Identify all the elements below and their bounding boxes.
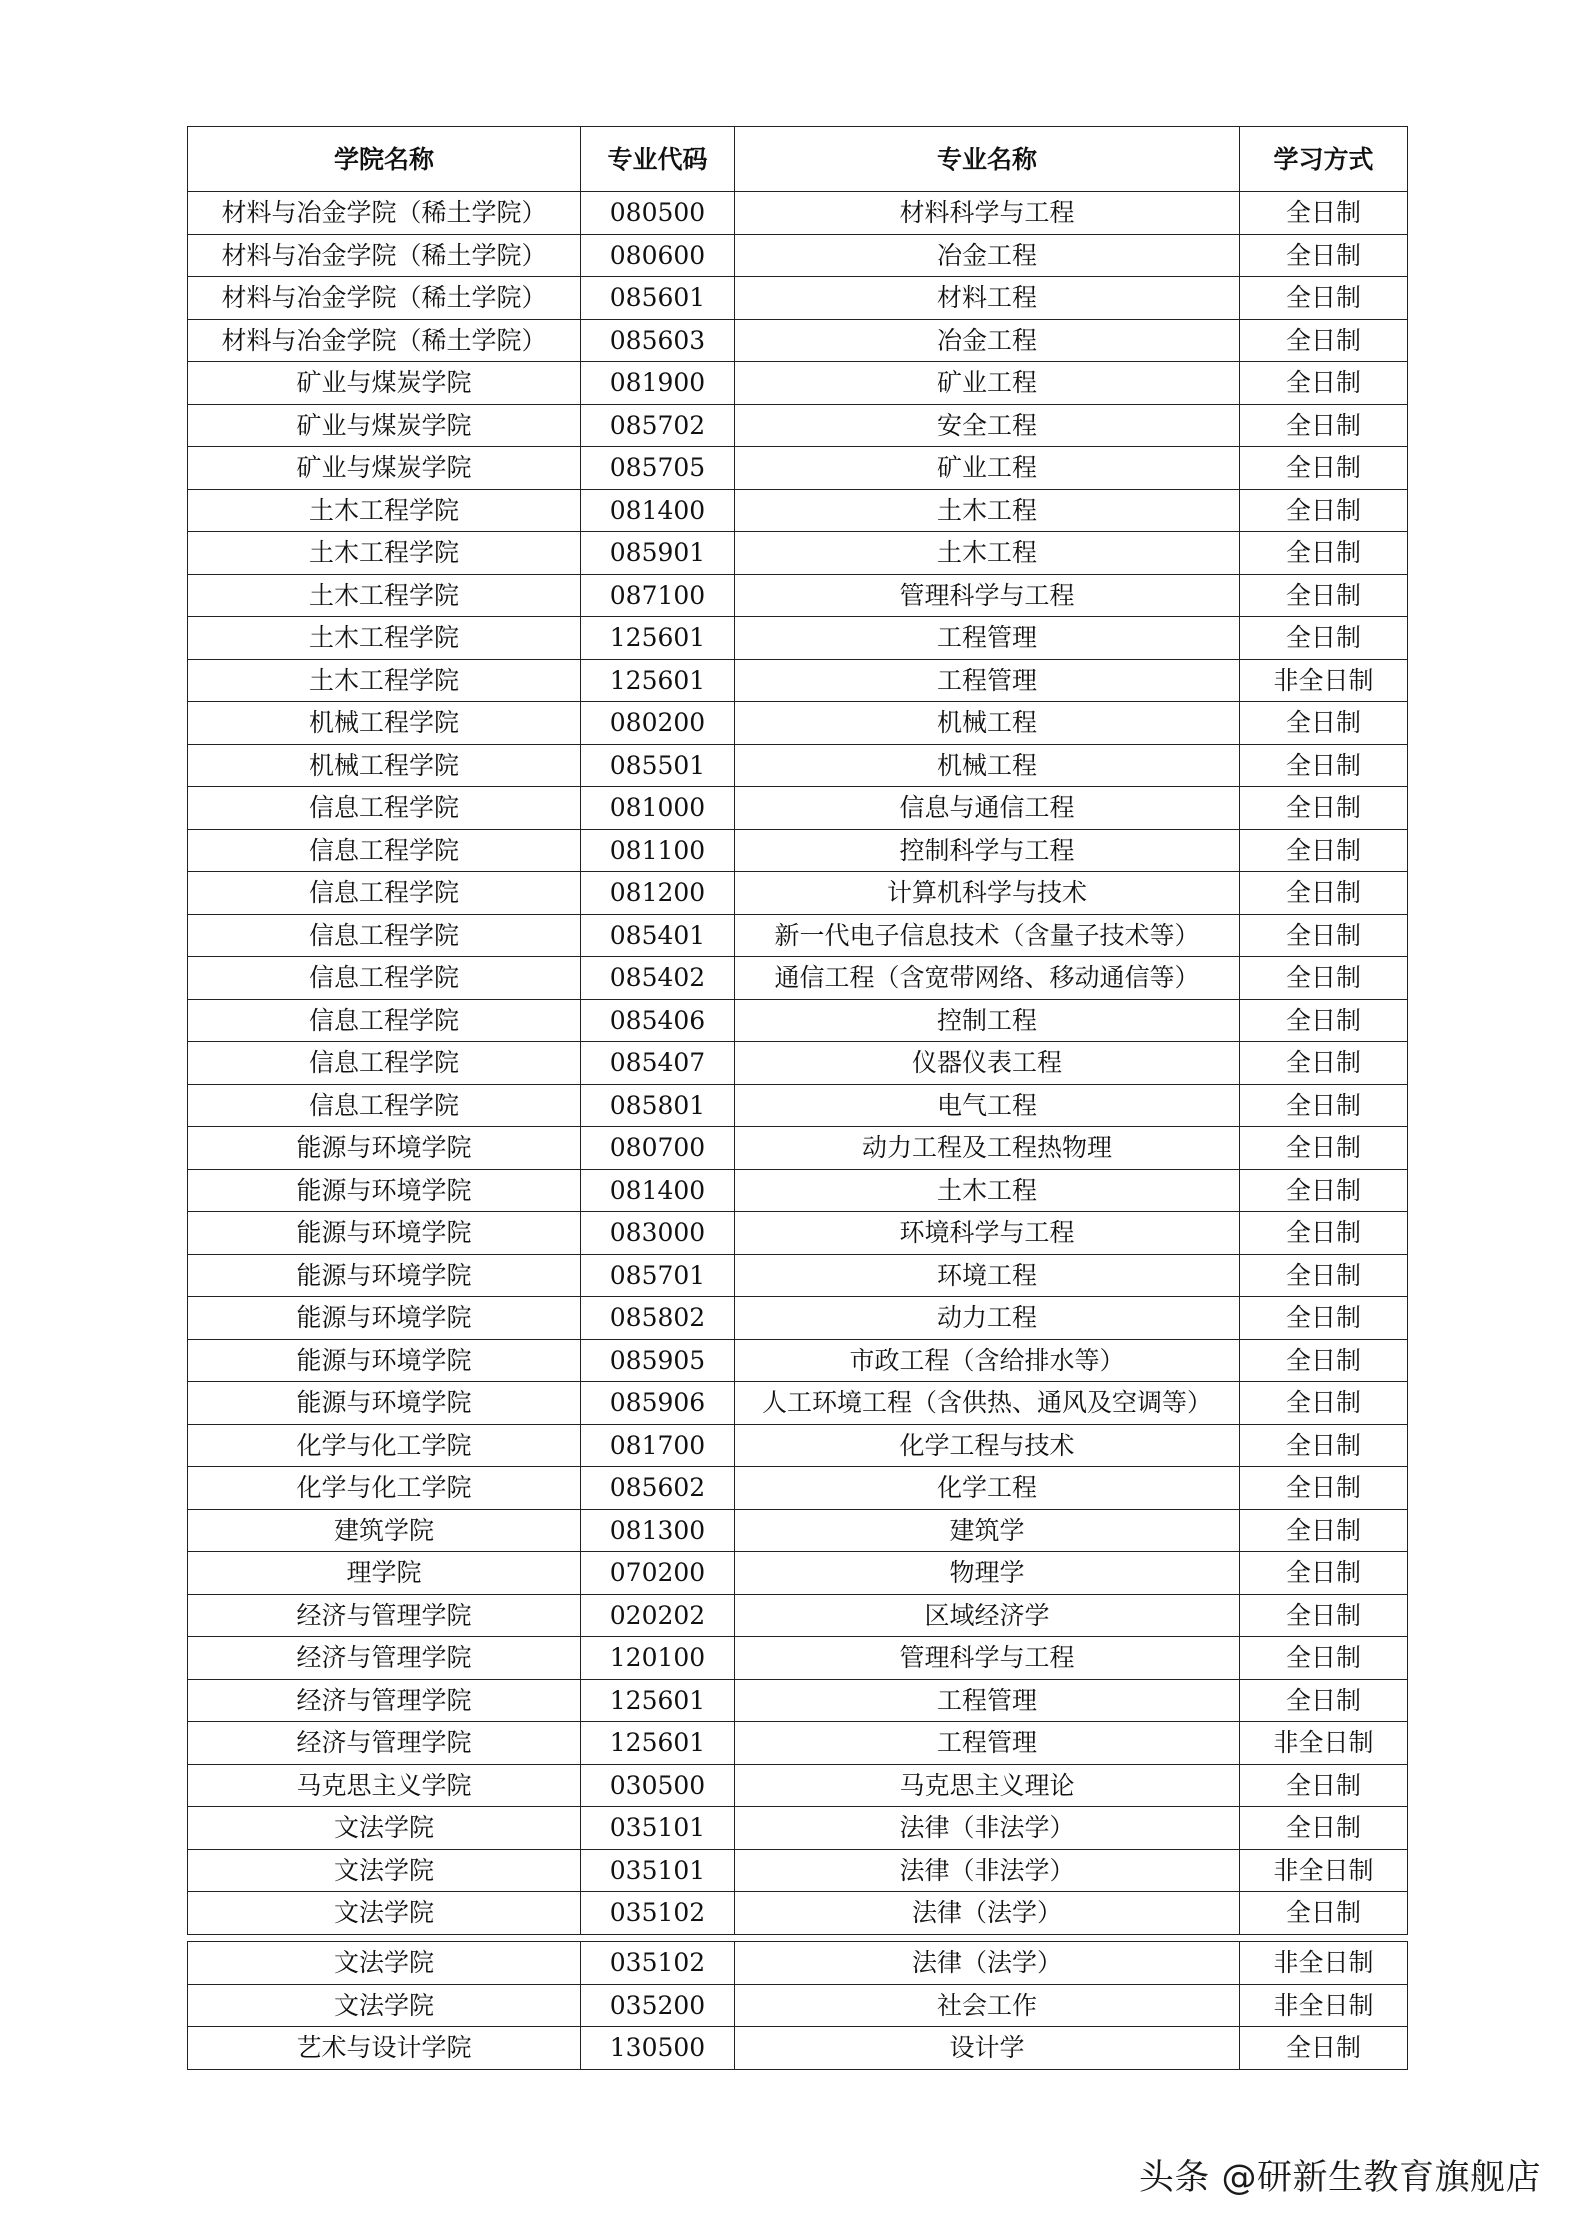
- college-cell: 经济与管理学院: [188, 1637, 581, 1680]
- study-mode-cell: 全日制: [1240, 702, 1408, 745]
- major-name-cell: 新一代电子信息技术（含量子技术等）: [735, 914, 1240, 957]
- table-row: [188, 1722, 1408, 1765]
- table-row: [188, 1467, 1408, 1510]
- college-cell: 艺术与设计学院: [188, 2027, 581, 2070]
- major-name-cell: 马克思主义理论: [735, 1764, 1240, 1807]
- major-code-cell: 087100: [581, 574, 735, 617]
- study-mode-cell: 全日制: [1240, 1892, 1408, 1935]
- major-name-cell: 动力工程及工程热物理: [735, 1127, 1240, 1170]
- major-name-cell: 电气工程: [735, 1084, 1240, 1127]
- major-name-cell: 环境工程: [735, 1254, 1240, 1297]
- major-code-cell: 085701: [581, 1254, 735, 1297]
- major-name-cell: 法律（法学）: [735, 1942, 1240, 1985]
- major-code-cell: 035101: [581, 1849, 735, 1892]
- college-cell: 矿业与煤炭学院: [188, 362, 581, 405]
- table-row: [188, 1637, 1408, 1680]
- table-row: [188, 957, 1408, 1000]
- major-name-cell: 机械工程: [735, 702, 1240, 745]
- major-code-cell: 083000: [581, 1212, 735, 1255]
- study-mode-cell: 全日制: [1240, 447, 1408, 490]
- major-name-cell: 矿业工程: [735, 447, 1240, 490]
- study-mode-cell: 全日制: [1240, 1212, 1408, 1255]
- study-mode-cell: 全日制: [1240, 1467, 1408, 1510]
- college-cell: 文法学院: [188, 1849, 581, 1892]
- major-name-cell: 工程管理: [735, 659, 1240, 702]
- major-code-cell: 080600: [581, 234, 735, 277]
- major-name-cell: 控制科学与工程: [735, 829, 1240, 872]
- study-mode-cell: 全日制: [1240, 914, 1408, 957]
- college-cell: 建筑学院: [188, 1509, 581, 1552]
- major-name-cell: 工程管理: [735, 1679, 1240, 1722]
- college-cell: 材料与冶金学院（稀土学院）: [188, 277, 581, 320]
- college-cell: 信息工程学院: [188, 829, 581, 872]
- major-name-cell: 建筑学: [735, 1509, 1240, 1552]
- table-row: [188, 787, 1408, 830]
- major-name-cell: 法律（法学）: [735, 1892, 1240, 1935]
- header-major-code: 专业代码: [581, 127, 735, 192]
- table-row: [188, 1594, 1408, 1637]
- major-name-cell: 法律（非法学）: [735, 1807, 1240, 1850]
- major-code-cell: 081400: [581, 1169, 735, 1212]
- study-mode-cell: 全日制: [1240, 1042, 1408, 1085]
- major-code-cell: 125601: [581, 617, 735, 660]
- study-mode-cell: 全日制: [1240, 1084, 1408, 1127]
- study-mode-cell: 全日制: [1240, 1509, 1408, 1552]
- table-row: [188, 1764, 1408, 1807]
- major-name-cell: 区域经济学: [735, 1594, 1240, 1637]
- college-cell: 化学与化工学院: [188, 1424, 581, 1467]
- study-mode-cell: 非全日制: [1240, 659, 1408, 702]
- study-mode-cell: 全日制: [1240, 1679, 1408, 1722]
- major-code-cell: 081000: [581, 787, 735, 830]
- college-cell: 文法学院: [188, 1984, 581, 2027]
- table-row: [188, 1942, 1408, 1985]
- major-name-cell: 社会工作: [735, 1984, 1240, 2027]
- major-code-cell: 085501: [581, 744, 735, 787]
- major-name-cell: 控制工程: [735, 999, 1240, 1042]
- major-name-cell: 管理科学与工程: [735, 1637, 1240, 1680]
- college-cell: 经济与管理学院: [188, 1679, 581, 1722]
- study-mode-cell: 全日制: [1240, 2027, 1408, 2070]
- study-mode-cell: 全日制: [1240, 1339, 1408, 1382]
- major-name-cell: 材料科学与工程: [735, 192, 1240, 235]
- major-code-cell: 085905: [581, 1339, 735, 1382]
- major-code-cell: 035102: [581, 1892, 735, 1935]
- college-cell: 能源与环境学院: [188, 1297, 581, 1340]
- major-code-cell: 085802: [581, 1297, 735, 1340]
- major-name-cell: 信息与通信工程: [735, 787, 1240, 830]
- table-row: [188, 829, 1408, 872]
- major-code-cell: 070200: [581, 1552, 735, 1595]
- study-mode-cell: 全日制: [1240, 277, 1408, 320]
- header-major-name: 专业名称: [735, 127, 1240, 192]
- table-row: [188, 1212, 1408, 1255]
- study-mode-cell: 全日制: [1240, 1297, 1408, 1340]
- table-row: [188, 1042, 1408, 1085]
- major-name-cell: 管理科学与工程: [735, 574, 1240, 617]
- major-name-cell: 仪器仪表工程: [735, 1042, 1240, 1085]
- majors-table-continued: [187, 1941, 1408, 2070]
- major-name-cell: 法律（非法学）: [735, 1849, 1240, 1892]
- major-code-cell: 085401: [581, 914, 735, 957]
- college-cell: 马克思主义学院: [188, 1764, 581, 1807]
- major-code-cell: 085603: [581, 319, 735, 362]
- major-code-cell: 081700: [581, 1424, 735, 1467]
- table-row: [188, 447, 1408, 490]
- major-name-cell: 安全工程: [735, 404, 1240, 447]
- table-row: [188, 192, 1408, 235]
- college-cell: 矿业与煤炭学院: [188, 447, 581, 490]
- major-name-cell: 计算机科学与技术: [735, 872, 1240, 915]
- college-cell: 土木工程学院: [188, 617, 581, 660]
- study-mode-cell: 全日制: [1240, 1254, 1408, 1297]
- major-code-cell: 085705: [581, 447, 735, 490]
- college-cell: 能源与环境学院: [188, 1169, 581, 1212]
- table-row: [188, 702, 1408, 745]
- college-cell: 能源与环境学院: [188, 1339, 581, 1382]
- table-row: [188, 1807, 1408, 1850]
- college-cell: 材料与冶金学院（稀土学院）: [188, 234, 581, 277]
- table-row: [188, 1984, 1408, 2027]
- table-row: [188, 999, 1408, 1042]
- study-mode-cell: 全日制: [1240, 532, 1408, 575]
- college-cell: 信息工程学院: [188, 1042, 581, 1085]
- study-mode-cell: 全日制: [1240, 999, 1408, 1042]
- table-row: [188, 659, 1408, 702]
- table-row: [188, 277, 1408, 320]
- major-name-cell: 物理学: [735, 1552, 1240, 1595]
- major-code-cell: 081300: [581, 1509, 735, 1552]
- table-body: [188, 192, 1408, 1935]
- college-cell: 材料与冶金学院（稀土学院）: [188, 319, 581, 362]
- major-name-cell: 冶金工程: [735, 319, 1240, 362]
- study-mode-cell: 全日制: [1240, 404, 1408, 447]
- major-name-cell: 机械工程: [735, 744, 1240, 787]
- study-mode-cell: 全日制: [1240, 1169, 1408, 1212]
- major-name-cell: 冶金工程: [735, 234, 1240, 277]
- study-mode-cell: 全日制: [1240, 1764, 1408, 1807]
- table-row: [188, 1084, 1408, 1127]
- major-code-cell: 081900: [581, 362, 735, 405]
- college-cell: 信息工程学院: [188, 1084, 581, 1127]
- table-row: [188, 1892, 1408, 1935]
- study-mode-cell: 全日制: [1240, 319, 1408, 362]
- table-row: [188, 1424, 1408, 1467]
- college-cell: 信息工程学院: [188, 787, 581, 830]
- college-cell: 信息工程学院: [188, 999, 581, 1042]
- college-cell: 土木工程学院: [188, 532, 581, 575]
- table-row: [188, 1127, 1408, 1170]
- table-header-row: [188, 127, 1408, 192]
- study-mode-cell: 全日制: [1240, 1594, 1408, 1637]
- table-row: [188, 1509, 1408, 1552]
- study-mode-cell: 非全日制: [1240, 1942, 1408, 1985]
- study-mode-cell: 全日制: [1240, 1637, 1408, 1680]
- college-cell: 信息工程学院: [188, 914, 581, 957]
- major-code-cell: 120100: [581, 1637, 735, 1680]
- table-row: [188, 1552, 1408, 1595]
- college-cell: 土木工程学院: [188, 574, 581, 617]
- study-mode-cell: 全日制: [1240, 1424, 1408, 1467]
- college-cell: 经济与管理学院: [188, 1594, 581, 1637]
- study-mode-cell: 全日制: [1240, 1127, 1408, 1170]
- table-row: [188, 489, 1408, 532]
- study-mode-cell: 全日制: [1240, 957, 1408, 1000]
- table-body-continued: [188, 1942, 1408, 2070]
- major-name-cell: 动力工程: [735, 1297, 1240, 1340]
- college-cell: 能源与环境学院: [188, 1212, 581, 1255]
- major-name-cell: 工程管理: [735, 1722, 1240, 1765]
- study-mode-cell: 非全日制: [1240, 1722, 1408, 1765]
- college-cell: 能源与环境学院: [188, 1382, 581, 1425]
- table-row: [188, 574, 1408, 617]
- major-code-cell: 085402: [581, 957, 735, 1000]
- study-mode-cell: 非全日制: [1240, 1984, 1408, 2027]
- major-name-cell: 材料工程: [735, 277, 1240, 320]
- major-name-cell: 人工环境工程（含供热、通风及空调等）: [735, 1382, 1240, 1425]
- major-code-cell: 125601: [581, 1722, 735, 1765]
- table-row: [188, 319, 1408, 362]
- college-cell: 化学与化工学院: [188, 1467, 581, 1510]
- major-name-cell: 工程管理: [735, 617, 1240, 660]
- college-cell: 经济与管理学院: [188, 1722, 581, 1765]
- major-name-cell: 土木工程: [735, 1169, 1240, 1212]
- majors-table: [187, 126, 1408, 1935]
- table-row: [188, 532, 1408, 575]
- major-code-cell: 081400: [581, 489, 735, 532]
- table-row: [188, 1297, 1408, 1340]
- college-cell: 信息工程学院: [188, 872, 581, 915]
- major-name-cell: 设计学: [735, 2027, 1240, 2070]
- major-code-cell: 130500: [581, 2027, 735, 2070]
- major-code-cell: 085906: [581, 1382, 735, 1425]
- college-cell: 信息工程学院: [188, 957, 581, 1000]
- college-cell: 文法学院: [188, 1892, 581, 1935]
- study-mode-cell: 全日制: [1240, 1552, 1408, 1595]
- watermark: 头条 @研新生教育旗舰店: [1138, 2158, 1541, 2198]
- study-mode-cell: 全日制: [1240, 1807, 1408, 1850]
- major-code-cell: 030500: [581, 1764, 735, 1807]
- college-cell: 能源与环境学院: [188, 1127, 581, 1170]
- major-name-cell: 化学工程与技术: [735, 1424, 1240, 1467]
- table-row: [188, 617, 1408, 660]
- header-study-mode: 学习方式: [1240, 127, 1408, 192]
- table-row: [188, 744, 1408, 787]
- table-row: [188, 1849, 1408, 1892]
- table-row: [188, 1339, 1408, 1382]
- college-cell: 理学院: [188, 1552, 581, 1595]
- major-code-cell: 081100: [581, 829, 735, 872]
- major-code-cell: 035101: [581, 1807, 735, 1850]
- header-college: 学院名称: [188, 127, 581, 192]
- table-row: [188, 1679, 1408, 1722]
- major-code-cell: 035200: [581, 1984, 735, 2027]
- major-code-cell: 085406: [581, 999, 735, 1042]
- table-row: [188, 872, 1408, 915]
- major-code-cell: 085801: [581, 1084, 735, 1127]
- college-cell: 矿业与煤炭学院: [188, 404, 581, 447]
- table-row: [188, 914, 1408, 957]
- major-name-cell: 土木工程: [735, 532, 1240, 575]
- major-code-cell: 020202: [581, 1594, 735, 1637]
- study-mode-cell: 全日制: [1240, 872, 1408, 915]
- study-mode-cell: 全日制: [1240, 192, 1408, 235]
- study-mode-cell: 全日制: [1240, 829, 1408, 872]
- table-row: [188, 1382, 1408, 1425]
- major-name-cell: 矿业工程: [735, 362, 1240, 405]
- college-cell: 文法学院: [188, 1942, 581, 1985]
- table-row: [188, 234, 1408, 277]
- college-cell: 机械工程学院: [188, 744, 581, 787]
- major-code-cell: 125601: [581, 1679, 735, 1722]
- study-mode-cell: 全日制: [1240, 744, 1408, 787]
- major-code-cell: 080200: [581, 702, 735, 745]
- major-code-cell: 080700: [581, 1127, 735, 1170]
- major-code-cell: 125601: [581, 659, 735, 702]
- major-code-cell: 085407: [581, 1042, 735, 1085]
- college-cell: 机械工程学院: [188, 702, 581, 745]
- major-name-cell: 环境科学与工程: [735, 1212, 1240, 1255]
- major-name-cell: 化学工程: [735, 1467, 1240, 1510]
- major-code-cell: 081200: [581, 872, 735, 915]
- major-code-cell: 085702: [581, 404, 735, 447]
- major-code-cell: 085602: [581, 1467, 735, 1510]
- table-row: [188, 1169, 1408, 1212]
- college-cell: 材料与冶金学院（稀土学院）: [188, 192, 581, 235]
- table-row: [188, 1254, 1408, 1297]
- major-name-cell: 土木工程: [735, 489, 1240, 532]
- college-cell: 土木工程学院: [188, 489, 581, 532]
- study-mode-cell: 非全日制: [1240, 1849, 1408, 1892]
- study-mode-cell: 全日制: [1240, 617, 1408, 660]
- table-row: [188, 404, 1408, 447]
- study-mode-cell: 全日制: [1240, 787, 1408, 830]
- college-cell: 文法学院: [188, 1807, 581, 1850]
- college-cell: 土木工程学院: [188, 659, 581, 702]
- study-mode-cell: 全日制: [1240, 234, 1408, 277]
- major-code-cell: 035102: [581, 1942, 735, 1985]
- major-code-cell: 085601: [581, 277, 735, 320]
- table-row: [188, 2027, 1408, 2070]
- study-mode-cell: 全日制: [1240, 362, 1408, 405]
- study-mode-cell: 全日制: [1240, 574, 1408, 617]
- major-code-cell: 080500: [581, 192, 735, 235]
- study-mode-cell: 全日制: [1240, 489, 1408, 532]
- college-cell: 能源与环境学院: [188, 1254, 581, 1297]
- major-code-cell: 085901: [581, 532, 735, 575]
- table-row: [188, 362, 1408, 405]
- major-name-cell: 市政工程（含给排水等）: [735, 1339, 1240, 1382]
- major-name-cell: 通信工程（含宽带网络、移动通信等）: [735, 957, 1240, 1000]
- study-mode-cell: 全日制: [1240, 1382, 1408, 1425]
